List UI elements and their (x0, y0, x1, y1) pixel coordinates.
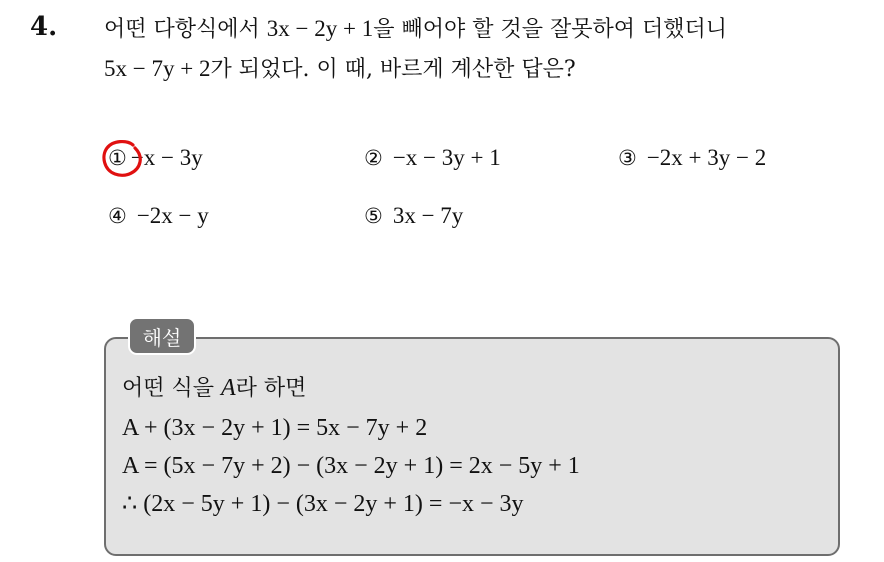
question-text: 가 되었다. 이 때, 바르게 계산한 답은? (210, 57, 576, 82)
question-expression: 5x − 7y + 2 (104, 56, 211, 81)
choice-number: ② (364, 146, 383, 170)
choice-expression: −x − 3y (130, 145, 203, 170)
choice-expression: −x − 3y + 1 (392, 145, 501, 170)
solution-box (104, 337, 840, 556)
question-number: 4. (30, 12, 58, 42)
question-expression: 3x − 2y + 1 (266, 16, 374, 41)
choice-expression: −2x − y (136, 203, 209, 228)
solution-text: 어떤 식을 (122, 376, 221, 401)
answer-choice-3[interactable] (618, 145, 766, 171)
question-text: 을 빼어야 할 것을 잘못하여 더했더니 (373, 17, 727, 42)
question-text: 어떤 다항식에서 (104, 17, 267, 42)
solution-tab-label: 해설 (128, 317, 196, 355)
choice-number: ③ (618, 146, 637, 170)
solution-line-3: A = (5x − 7y + 2) − (3x − 2y + 1) = 2x − 5y + 1 (122, 453, 580, 479)
answer-choice-4[interactable] (108, 203, 209, 229)
answer-choice-5[interactable] (364, 203, 463, 229)
question-line-2 (104, 54, 576, 85)
solution-text: 라 하면 (235, 376, 307, 401)
choice-expression: 3x − 7y (392, 203, 464, 228)
question-line-1 (104, 14, 727, 45)
answer-choice-1[interactable] (108, 145, 203, 171)
solution-variable: A (221, 375, 236, 401)
solution-line-2: A + (3x − 2y + 1) = 5x − 7y + 2 (122, 415, 428, 441)
solution-line-4: ∴ (2x − 5y + 1) − (3x − 2y + 1) = −x − 3y (122, 491, 524, 517)
choice-number: ④ (108, 204, 127, 228)
choice-expression: −2x + 3y − 2 (646, 145, 767, 170)
answer-choice-2[interactable] (364, 145, 501, 171)
choice-number: ① (108, 146, 127, 170)
solution-line-1 (122, 373, 306, 404)
choice-number: ⑤ (364, 204, 383, 228)
